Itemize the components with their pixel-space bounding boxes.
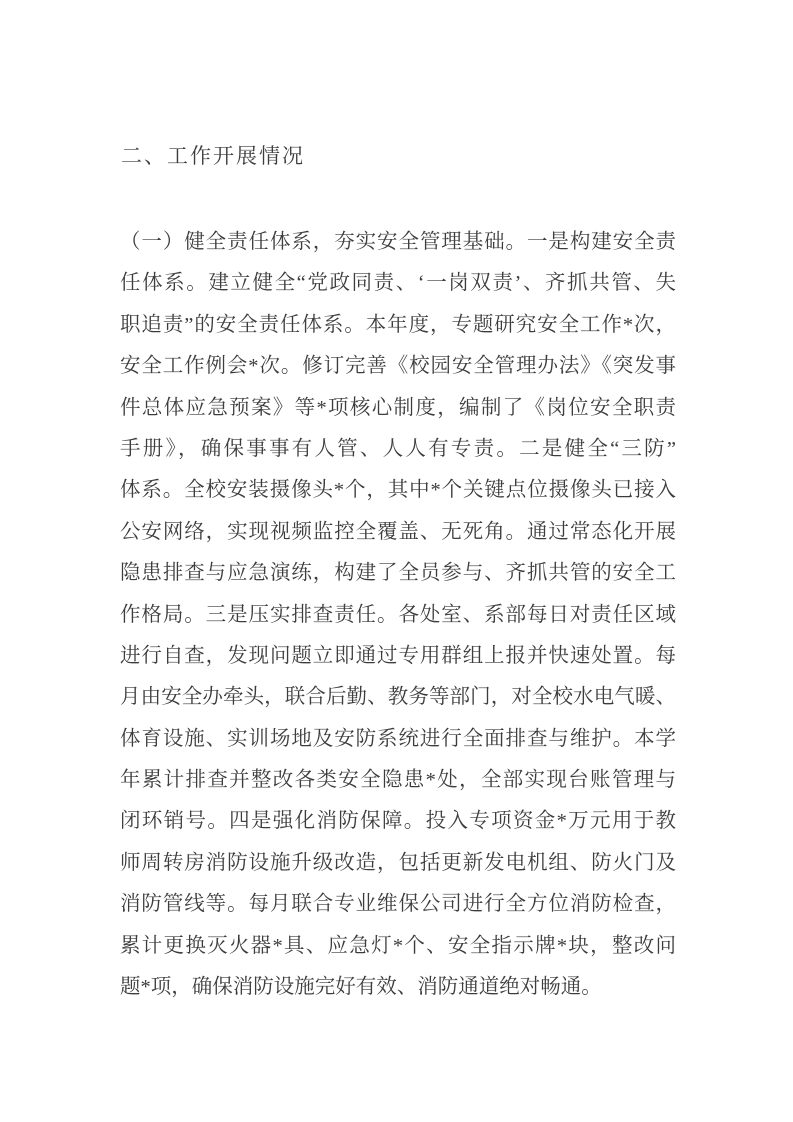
paragraph-line: 职追责”的安全责任体系。本年度，专题研究安全工作*次， bbox=[120, 313, 676, 336]
paragraph-line: 闭环销号。四是强化消防保障。投入专项资金*万元用于教 bbox=[120, 810, 676, 833]
body-paragraph bbox=[120, 222, 676, 1008]
section-heading: 二、工作开展情况 bbox=[121, 144, 305, 168]
paragraph-line: 消防管线等。每月联合专业维保公司进行全方位消防检查， bbox=[120, 893, 676, 916]
paragraph-line: 月由安全办牵头，联合后勤、教务等部门，对全校水电气暖、 bbox=[120, 686, 676, 709]
paragraph-line: 题*项，确保消防设施完好有效、消防通道绝对畅通。 bbox=[120, 976, 602, 999]
paragraph-line: （一）健全责任体系，夯实安全管理基础。一是构建安全责 bbox=[120, 231, 676, 253]
paragraph-line: 安全工作例会*次。修订完善《校园安全管理办法》《突发事 bbox=[120, 355, 676, 378]
paragraph-line: 累计更换灭火器*具、应急灯*个、安全指示牌*块，整改问 bbox=[120, 934, 676, 957]
paragraph-line: 件总体应急预案》等*项核心制度，编制了《岗位安全职责 bbox=[120, 396, 676, 419]
paragraph-line: 任体系。建立健全“党政同责、‘一岗双责’、齐抓共管、失 bbox=[120, 272, 676, 295]
paragraph-line: 作格局。三是压实排查责任。各处室、系部每日对责任区域 bbox=[120, 603, 676, 626]
paragraph-line: 体育设施、实训场地及安防系统进行全面排查与维护。本学 bbox=[120, 727, 676, 750]
paragraph-line: 公安网络，实现视频监控全覆盖、无死角。通过常态化开展 bbox=[120, 520, 676, 543]
paragraph-line: 师周转房消防设施升级改造，包括更新发电机组、防火门及 bbox=[120, 851, 676, 874]
paragraph-line: 隐患排查与应急演练，构建了全员参与、齐抓共管的安全工 bbox=[120, 562, 676, 585]
paragraph-line: 年累计排查并整改各类安全隐患*处，全部实现台账管理与 bbox=[120, 769, 676, 792]
paragraph-line: 进行自查，发现问题立即通过专用群组上报并快速处置。每 bbox=[120, 644, 676, 667]
paragraph-line: 手册》，确保事事有人管、人人有专责。二是健全“三防” bbox=[120, 437, 676, 460]
paragraph-line: 体系。全校安装摄像头*个，其中*个关键点位摄像头已接入 bbox=[120, 479, 676, 502]
